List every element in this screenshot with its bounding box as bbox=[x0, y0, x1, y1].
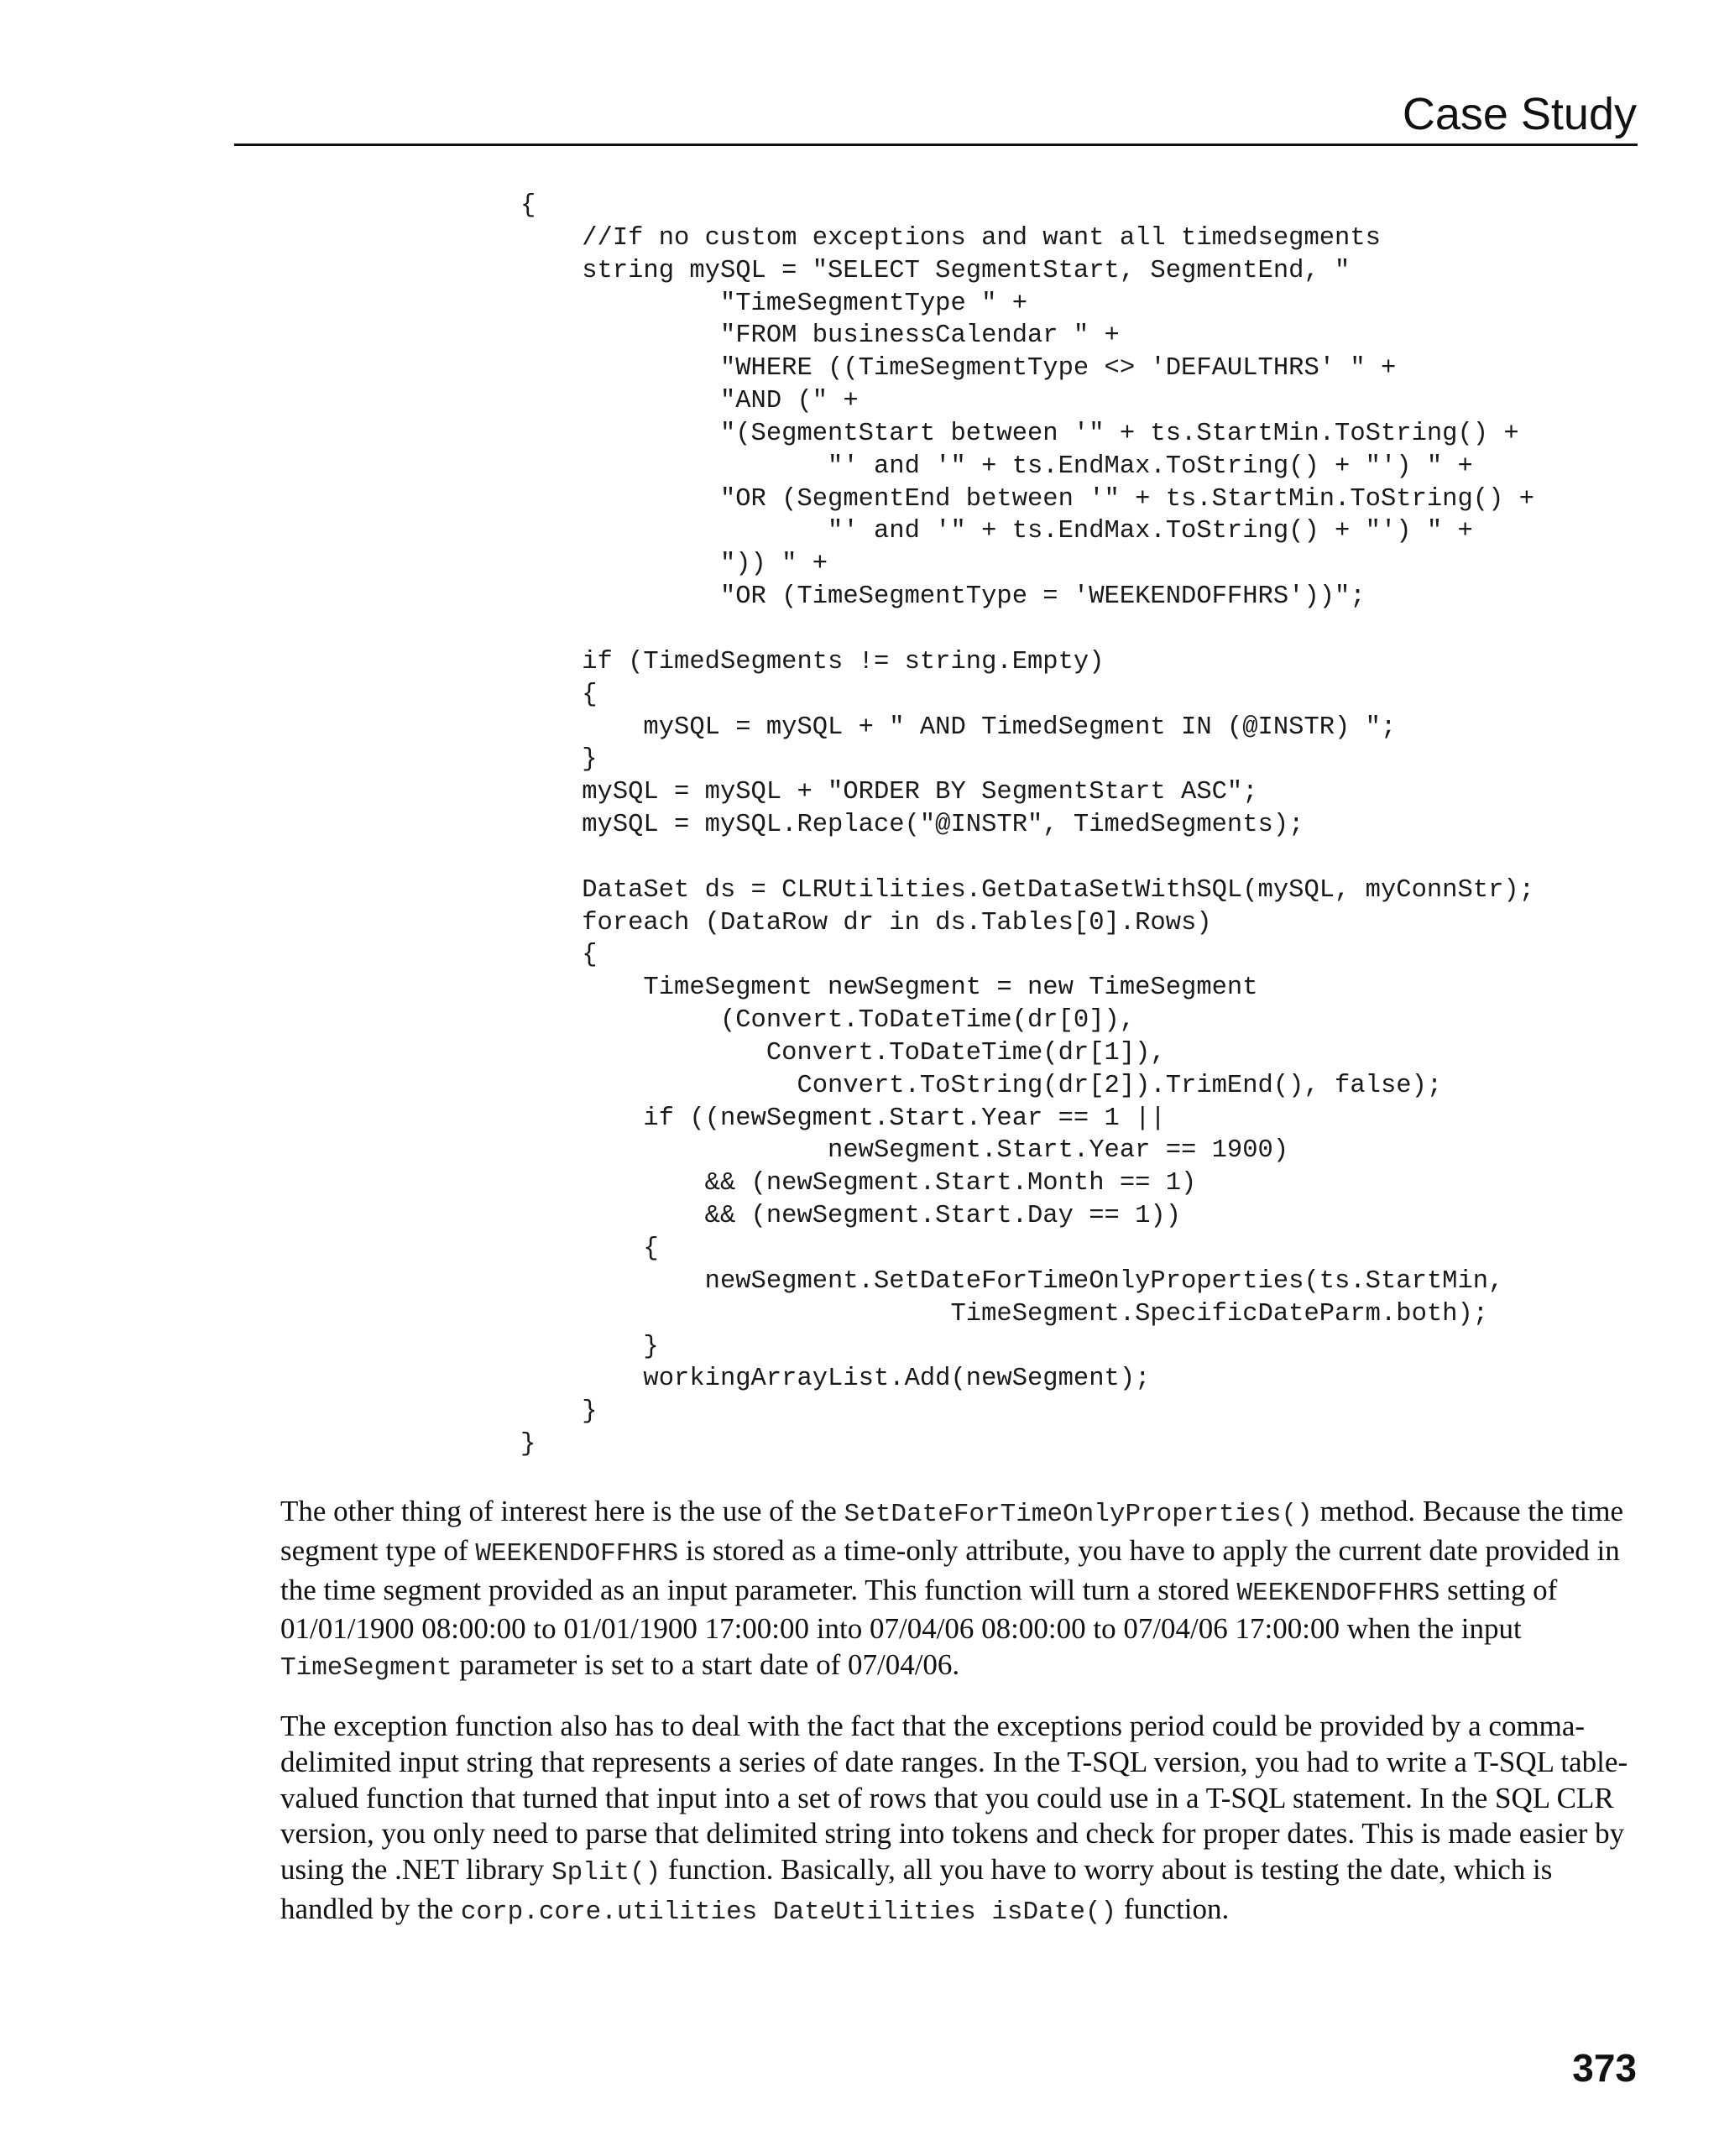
code-line: "(SegmentStart between '" + ts.StartMin.ToString() + bbox=[520, 419, 1519, 448]
para2-text-1: The exception function also has to deal with the fact that the exceptions period could be provided by a comma-delimited input string that represents a series of date ranges. In the T-SQL version, you had to write a T-SQL table-valued function that turned that input into a set of rows that you could use in a T-SQL statement. In the SQL CLR version, you only need to parse that delimited string into tokens and check for proper dates. This is made easier by using the .NET library bbox=[280, 1710, 1628, 1887]
code-line: "FROM businessCalendar " + bbox=[520, 321, 1120, 351]
inline-code-setdate-method: SetDateForTimeOnlyProperties() bbox=[844, 1500, 1313, 1529]
code-line: newSegment.SetDateForTimeOnlyProperties(ts.StartMin, bbox=[520, 1266, 1504, 1296]
code-line bbox=[520, 613, 1534, 646]
body-paragraph-2 bbox=[280, 1709, 1640, 1931]
code-line: } bbox=[520, 1430, 536, 1459]
inline-code-split: Split() bbox=[551, 1858, 661, 1888]
code-line: { bbox=[520, 1235, 659, 1263]
para1-text-2: method. Because the time segment type of bbox=[280, 1495, 1624, 1567]
code-line: if ((newSegment.Start.Year == 1 || bbox=[520, 1104, 1166, 1133]
code-line: { bbox=[520, 680, 598, 709]
code-line: (Convert.ToDateTime(dr[0]), bbox=[520, 1006, 1136, 1036]
inline-code-timesegment: TimeSegment bbox=[280, 1653, 452, 1684]
code-line: { bbox=[520, 941, 598, 970]
code-line: { bbox=[520, 191, 536, 220]
code-line: if (TimedSegments != string.Empty) bbox=[520, 647, 1105, 676]
code-line: && (newSegment.Start.Month == 1) bbox=[520, 1169, 1197, 1198]
code-line: string mySQL = "SELECT SegmentStart, SegmentEnd, " bbox=[520, 256, 1351, 285]
para1-text-5: parameter is set to a start date of 07/04/06. bbox=[452, 1648, 960, 1682]
code-line: && (newSegment.Start.Day == 1)) bbox=[520, 1202, 1182, 1231]
para1-text-1: The other thing of interest here is the use of the bbox=[280, 1495, 844, 1527]
code-line bbox=[520, 842, 1534, 874]
code-line: } bbox=[520, 1332, 659, 1361]
code-line: "WHERE ((TimeSegmentType <> 'DEFAULTHRS' " + bbox=[520, 354, 1397, 384]
para1-text-4: setting of 01/01/1900 08:00:00 to 01/01/1900 17:00:00 into 07/04/06 08:00:00 to 07/04/06 17:00:00 when the input bbox=[280, 1573, 1558, 1646]
inline-code-isdate: corp.core.utilities DateUtilities isDate() bbox=[460, 1897, 1117, 1927]
code-line: mySQL = mySQL.Replace("@INSTR", TimedSegments); bbox=[520, 811, 1304, 840]
code-line: DataSet ds = CLRUtilities.GetDataSetWithSQL(mySQL, myConnStr); bbox=[520, 875, 1534, 905]
para2-text-3: function. bbox=[1116, 1892, 1230, 1925]
page-number: 373 bbox=[1572, 2046, 1637, 2090]
code-line: //If no custom exceptions and want all timedsegments bbox=[520, 223, 1381, 253]
code-line: "OR (SegmentEnd between '" + ts.StartMin.ToString() + bbox=[520, 484, 1534, 514]
running-head-title: Case Study bbox=[1402, 89, 1637, 139]
code-line: } bbox=[520, 1397, 598, 1427]
code-listing bbox=[520, 190, 1534, 1461]
code-line: "TimeSegmentType " + bbox=[520, 289, 1027, 318]
inline-code-weekendoffhrs: WEEKENDOFFHRS bbox=[475, 1538, 679, 1569]
code-line: Convert.ToString(dr[2]).TrimEnd(), false); bbox=[520, 1071, 1443, 1100]
code-line: ")) " + bbox=[520, 550, 828, 579]
code-line: } bbox=[520, 745, 598, 775]
code-line: mySQL = mySQL + "ORDER BY SegmentStart ASC"; bbox=[520, 778, 1258, 807]
code-line: newSegment.Start.Year == 1900) bbox=[520, 1136, 1289, 1166]
code-line: "' and '" + ts.EndMax.ToString() + "') " + bbox=[520, 517, 1473, 546]
code-line: "OR (TimeSegmentType = 'WEEKENDOFFHRS'))"; bbox=[520, 582, 1366, 612]
para2-text-2: function. Basically, all you have to worry about is testing the date, which is handled by the bbox=[280, 1853, 1553, 1925]
code-line: mySQL = mySQL + " AND TimedSegment IN (@INSTR) "; bbox=[520, 713, 1397, 742]
header-rule bbox=[234, 144, 1638, 146]
code-line: "AND (" + bbox=[520, 387, 859, 416]
code-line: foreach (DataRow dr in ds.Tables[0].Rows) bbox=[520, 908, 1212, 937]
para1-text-3: is stored as a time-only attribute, you have to apply the current date provided in the time segment provided as an input parameter. This function will turn a stored bbox=[280, 1533, 1620, 1606]
code-line: workingArrayList.Add(newSegment); bbox=[520, 1365, 1151, 1394]
code-line: Convert.ToDateTime(dr[1]), bbox=[520, 1038, 1166, 1068]
code-line: TimeSegment newSegment = new TimeSegment bbox=[520, 974, 1258, 1003]
code-line: TimeSegment.SpecificDateParm.both); bbox=[520, 1299, 1489, 1329]
body-paragraph-1 bbox=[280, 1494, 1640, 1687]
code-line: "' and '" + ts.EndMax.ToString() + "') " + bbox=[520, 452, 1473, 481]
inline-code-weekendoffhrs-2: WEEKENDOFFHRS bbox=[1236, 1578, 1440, 1608]
